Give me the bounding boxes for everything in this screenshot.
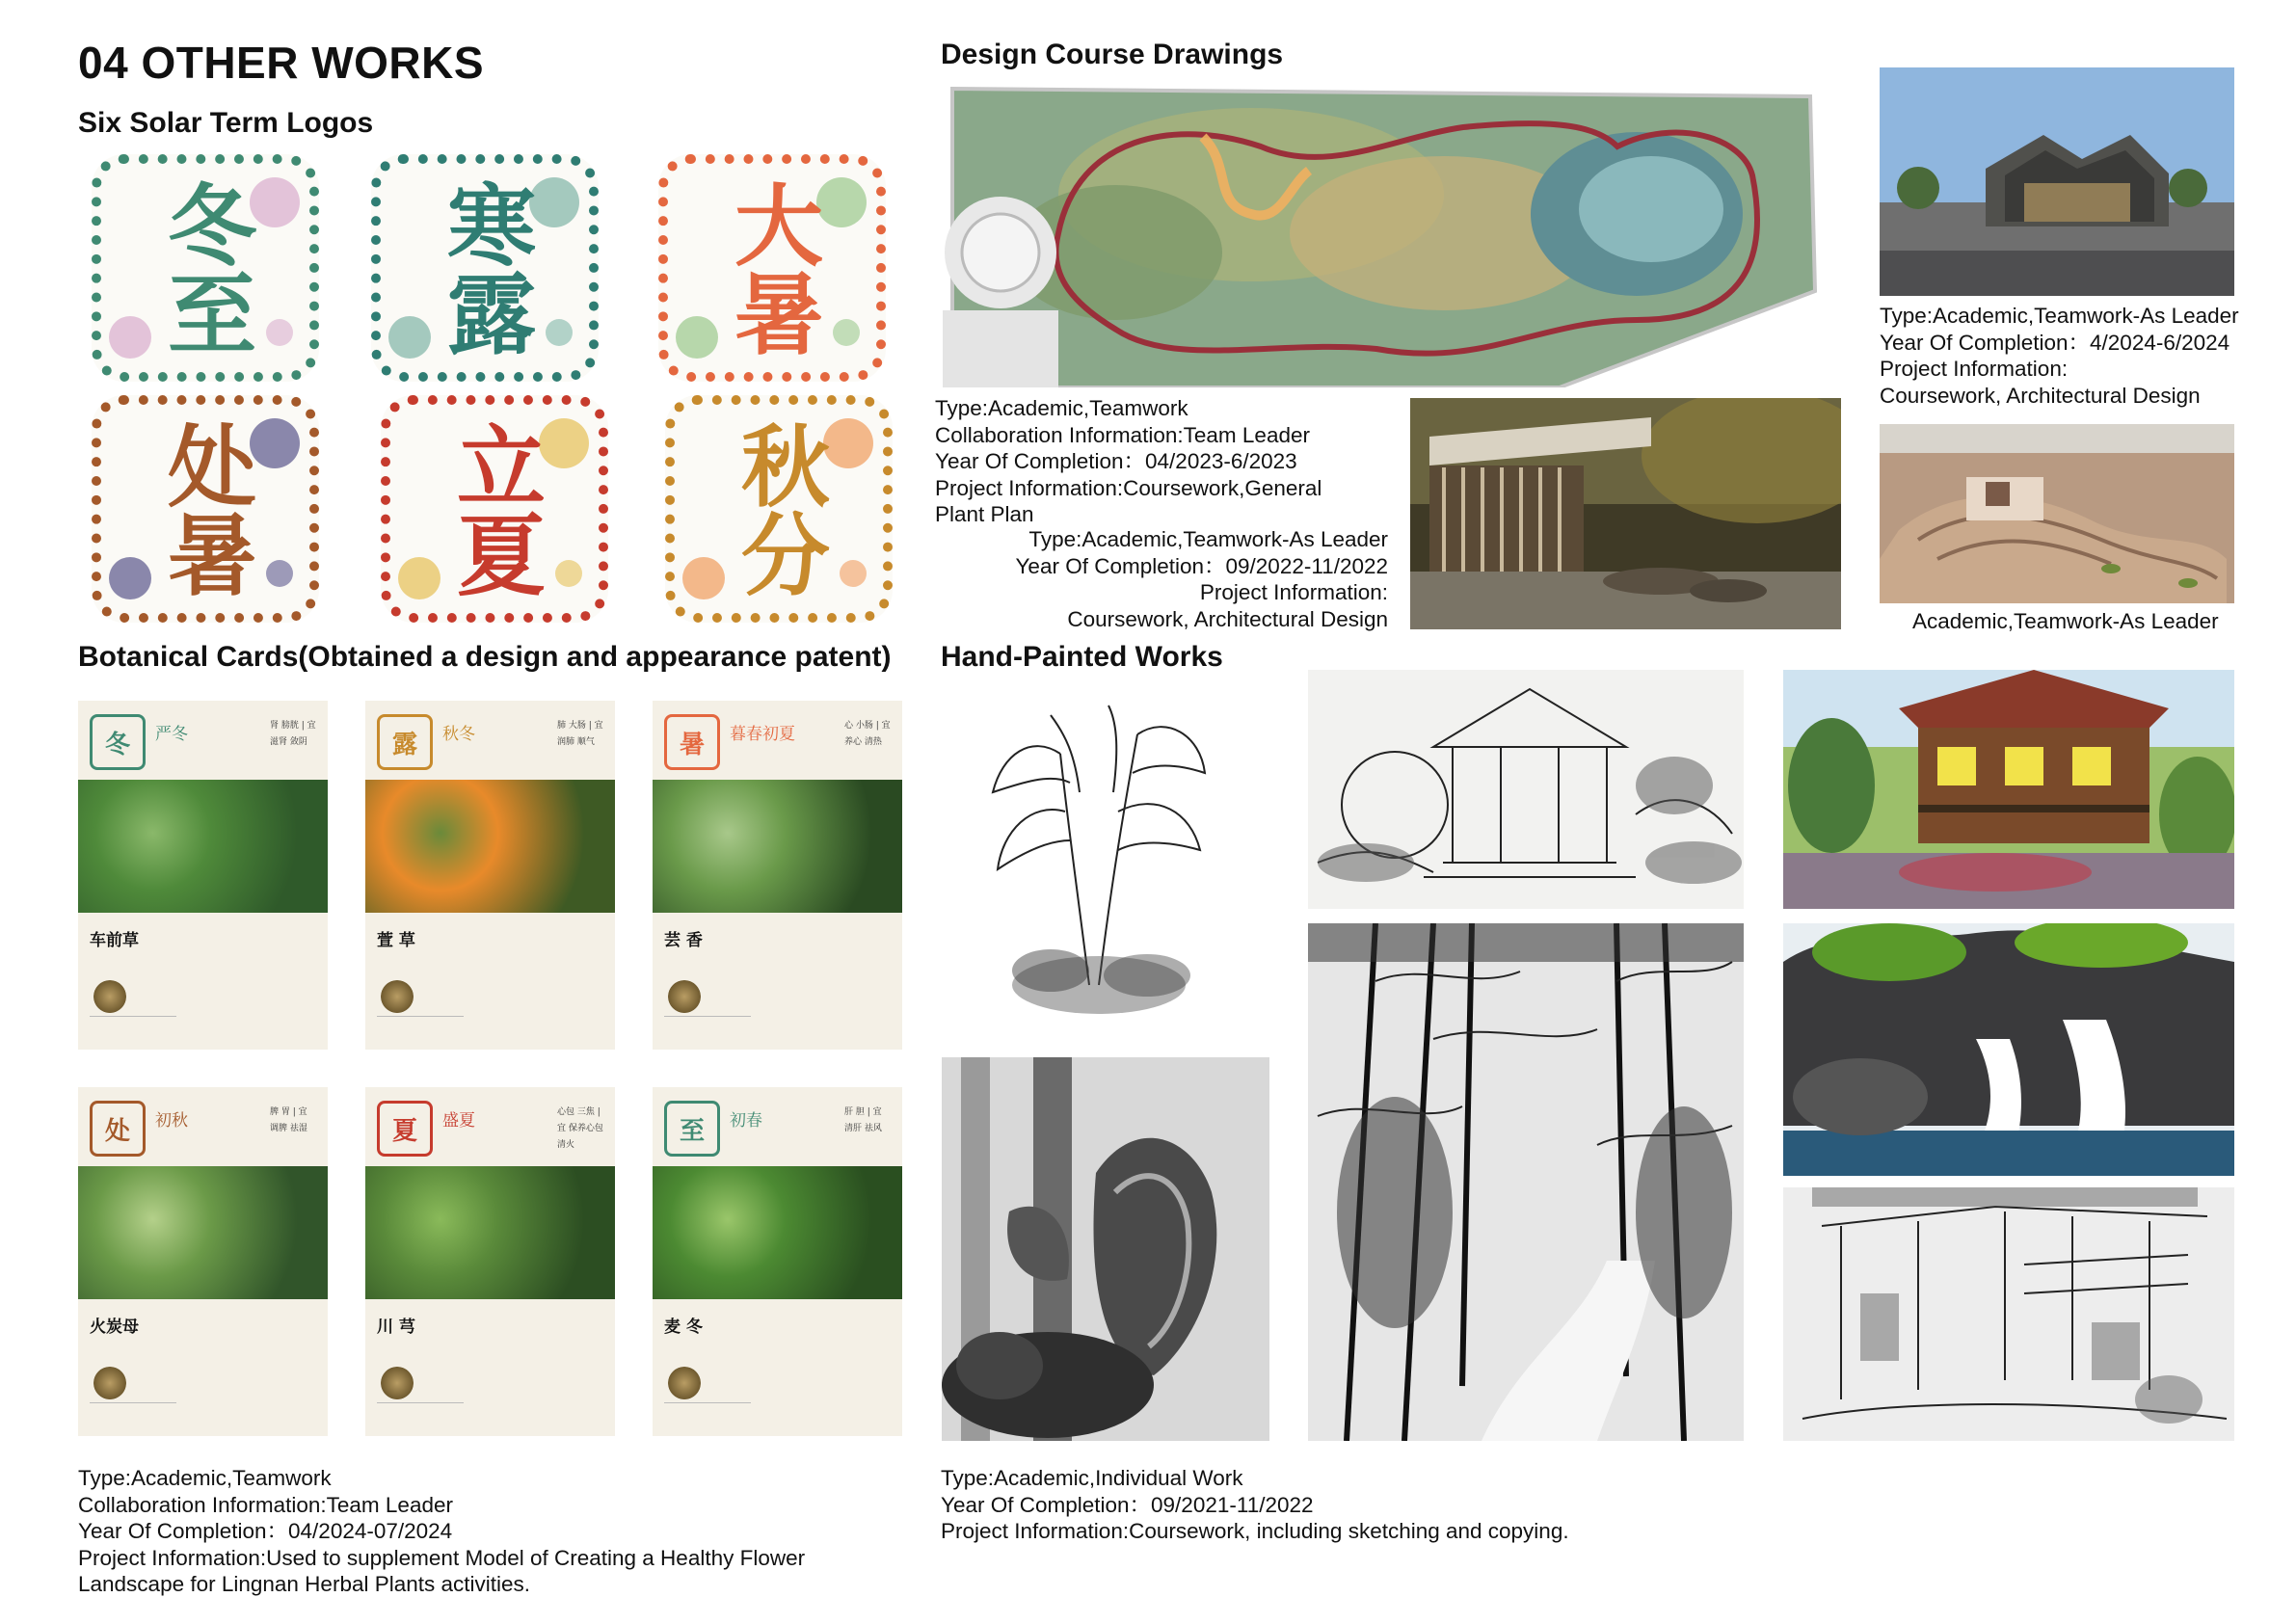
botanical-card xyxy=(365,701,615,1050)
card-herb-image xyxy=(93,1367,126,1399)
card-plant-name: 芸 香 xyxy=(664,931,703,950)
hand-info: Type:Academic,Individual Work Year Of Completion：09/2021-11/2022 Project Information:Coursework, including sketching and copying. xyxy=(941,1466,1569,1543)
card-solar-term: 盛夏 xyxy=(442,1111,475,1131)
design-heading: Design Course Drawings xyxy=(941,39,1284,70)
logo-glyph: 寒露 xyxy=(433,179,537,357)
card-meridian-note: 肺 大肠 | 宜 润肺 顺气 xyxy=(557,721,603,747)
card-solar-term: 严冬 xyxy=(155,725,188,744)
card-plant-photo xyxy=(365,780,615,913)
card-plant-name: 火炭母 xyxy=(90,1318,139,1337)
terrain-model-caption: Academic,Teamwork-As Leader xyxy=(1912,609,2219,633)
card-plant-photo xyxy=(78,780,328,913)
botanical-card xyxy=(365,1087,615,1436)
page-title: 04 OTHER WORKS xyxy=(78,38,485,88)
logo-glyph: 大暑 xyxy=(720,179,824,357)
logo-glyph: 冬至 xyxy=(153,179,257,357)
card-seal-logo: 暑 xyxy=(664,714,720,770)
botanical-card xyxy=(653,701,902,1050)
snowy-road-sketch xyxy=(1308,923,1744,1441)
card-herb-image xyxy=(93,980,126,1013)
card-solar-term: 暮春初夏 xyxy=(730,725,795,744)
solar-term-logo xyxy=(92,395,319,623)
logo-glyph: 处暑 xyxy=(153,420,257,598)
solar-term-logo xyxy=(665,395,893,623)
terrain-model-image xyxy=(1880,424,2234,603)
hand-heading: Hand-Painted Works xyxy=(941,641,1223,673)
cards-heading: Botanical Cards(Obtained a design and appearance patent) xyxy=(78,641,892,673)
pavilion-render-info: Type:Academic,Teamwork-As Leader Year Of Completion：09/2022-11/2022 Project Information: Coursework, Architectural Design xyxy=(1015,527,1388,631)
card-footer-divider xyxy=(664,1402,751,1424)
card-plant-photo xyxy=(653,1166,902,1299)
logos-heading: Six Solar Term Logos xyxy=(78,107,374,139)
card-meridian-note: 心 小肠 | 宜 养心 清热 xyxy=(844,721,891,747)
card-footer-divider xyxy=(90,1016,176,1038)
botanical-card xyxy=(78,701,328,1050)
rock-trees-sketch xyxy=(942,1057,1269,1441)
pavilion-render-image xyxy=(1410,398,1841,629)
cards-info: Type:Academic,Teamwork Collaboration Information:Team Leader Year Of Completion：04/2024-07/2024 Project Information:Used to supplement Model of Creating a Healthy Flower Landscape for Lingnan Herbal Plants activities. xyxy=(78,1466,806,1596)
card-meridian-note: 脾 胃 | 宜 调脾 祛湿 xyxy=(270,1107,307,1133)
site-plan-info: Type:Academic,Teamwork Collaboration Information:Team Leader Year Of Completion：04/2023-6/2023 Project Information:Coursework,General Plant Plan xyxy=(935,396,1322,526)
card-seal-logo: 冬 xyxy=(90,714,146,770)
card-plant-name: 车前草 xyxy=(90,931,139,950)
waterfall-watercolor xyxy=(1783,923,2234,1176)
botanical-card xyxy=(78,1087,328,1436)
card-plant-name: 萱 草 xyxy=(377,931,415,950)
card-herb-image xyxy=(668,980,701,1013)
card-solar-term: 初春 xyxy=(730,1111,762,1131)
site-plan-image xyxy=(943,79,1827,387)
card-seal-logo: 至 xyxy=(664,1101,720,1157)
building-render-image xyxy=(1880,67,2234,296)
card-herb-image xyxy=(668,1367,701,1399)
card-footer-divider xyxy=(664,1016,751,1038)
card-plant-name: 麦 冬 xyxy=(664,1318,703,1337)
card-plant-name: 川 芎 xyxy=(377,1318,415,1337)
card-seal-logo: 处 xyxy=(90,1101,146,1157)
card-seal-logo: 露 xyxy=(377,714,433,770)
pavilion-sketch xyxy=(1308,670,1744,909)
card-herb-image xyxy=(381,1367,414,1399)
card-meridian-note: 心包 三焦 | 宜 保养心包 清火 xyxy=(557,1107,603,1150)
solar-term-logo xyxy=(658,154,886,382)
card-meridian-note: 肾 膀胱 | 宜 滋肾 敛阴 xyxy=(270,721,316,747)
card-herb-image xyxy=(381,980,414,1013)
card-solar-term: 秋冬 xyxy=(442,725,475,744)
cabin-watercolor xyxy=(1783,670,2234,909)
botanical-card xyxy=(653,1087,902,1436)
solar-term-logo xyxy=(92,154,319,382)
card-seal-logo: 夏 xyxy=(377,1101,433,1157)
card-plant-photo xyxy=(653,780,902,913)
logo-glyph: 立夏 xyxy=(442,420,547,598)
street-sketch xyxy=(1783,1187,2234,1441)
card-footer-divider xyxy=(90,1402,176,1424)
card-plant-photo xyxy=(365,1166,615,1299)
solar-term-logo xyxy=(371,154,599,382)
card-footer-divider xyxy=(377,1016,464,1038)
banana-plant-sketch xyxy=(974,696,1219,1020)
solar-term-logo xyxy=(381,395,608,623)
card-meridian-note: 肝 胆 | 宜 清肝 祛风 xyxy=(844,1107,882,1133)
building-render-info: Type:Academic,Teamwork-As Leader Year Of Completion：4/2024-6/2024 Project Information: Coursework, Architectural Design xyxy=(1880,304,2239,408)
card-plant-photo xyxy=(78,1166,328,1299)
card-footer-divider xyxy=(377,1402,464,1424)
card-solar-term: 初秋 xyxy=(155,1111,188,1131)
logo-glyph: 秋分 xyxy=(727,420,831,598)
